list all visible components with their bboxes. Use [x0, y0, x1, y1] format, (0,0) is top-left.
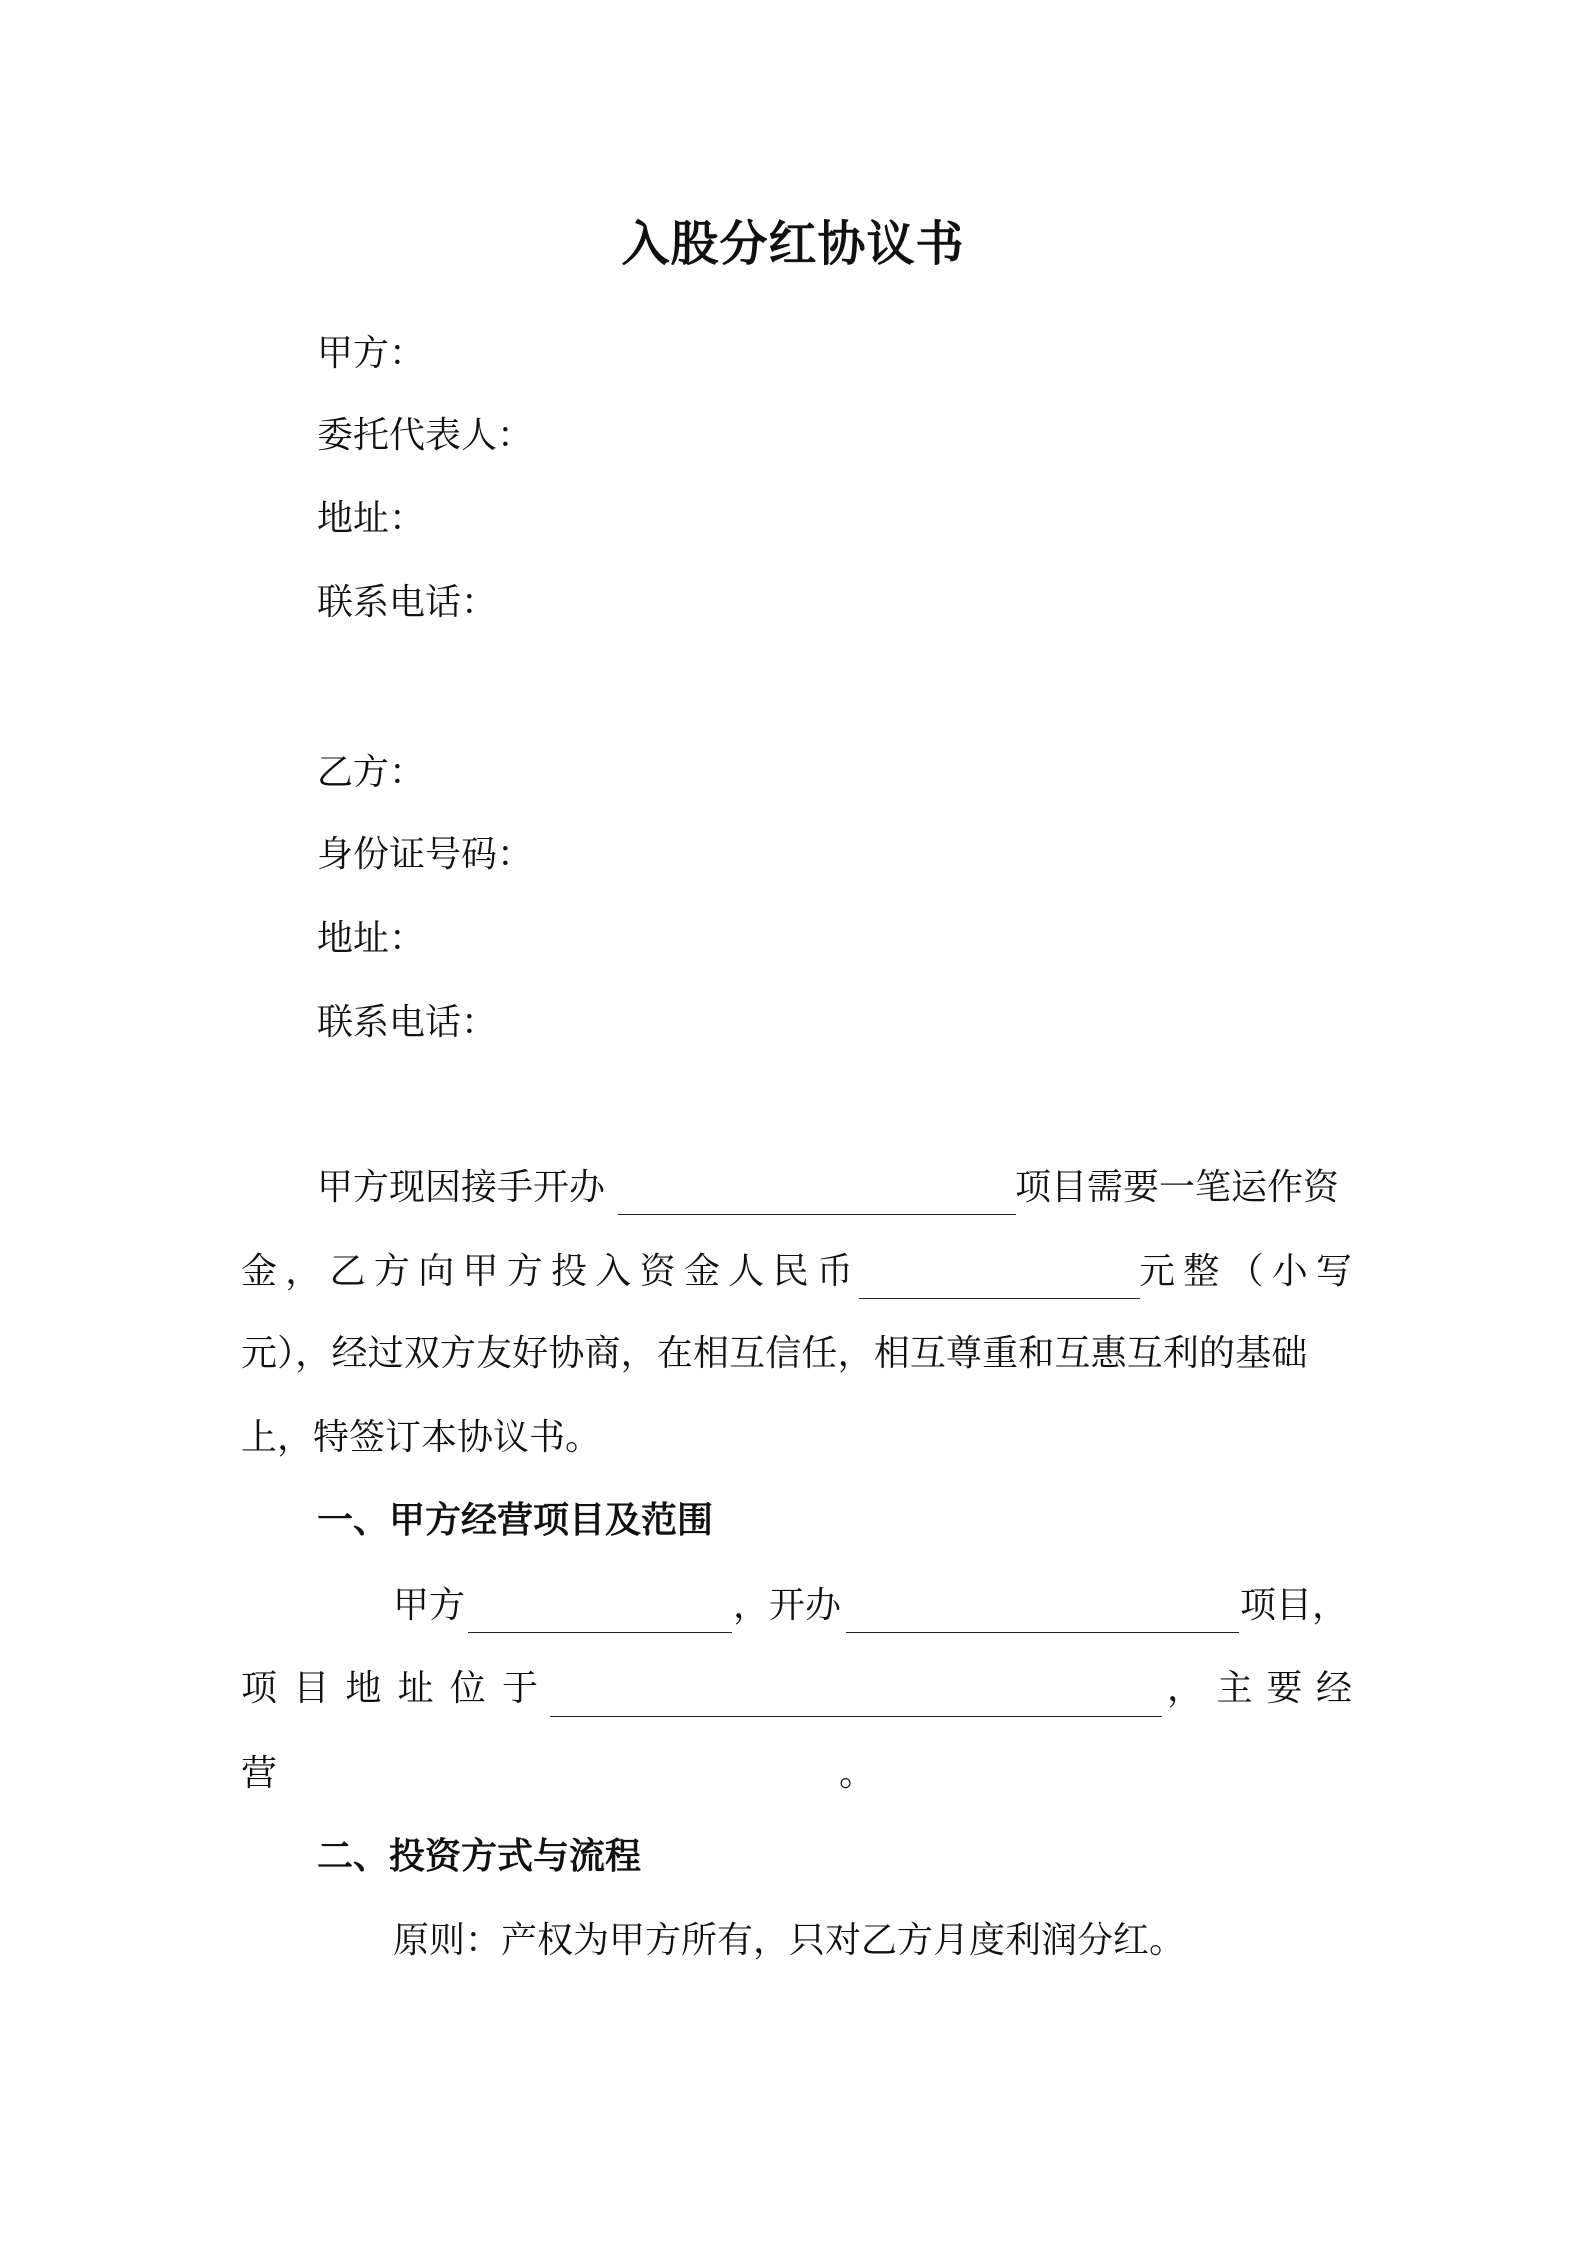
intro-line2-char: 方 — [373, 1251, 410, 1292]
intro-line1-end: 项目需要一笔运作资 — [1015, 1167, 1340, 1208]
document-title: 入股分红协议书 — [621, 216, 965, 272]
party-a-representative-label: 委托代表人： — [317, 415, 534, 456]
intro-line2-char: 金 — [683, 1251, 720, 1292]
section1-address-char: 址 — [397, 1668, 434, 1709]
party-b-id-label: 身份证号码： — [317, 834, 534, 875]
section1-party-a-label: 甲方 — [393, 1585, 466, 1626]
section1-project-label: 项目， — [1240, 1585, 1349, 1626]
intro-line2-end — [1139, 1248, 1352, 1296]
intro-line2-char: 乙 — [329, 1251, 366, 1292]
section2-heading: 二、投资方式与流程 — [317, 1836, 642, 1877]
section1-main-business-char: 主 — [1216, 1668, 1253, 1709]
intro-line2-char: 民 — [772, 1251, 809, 1292]
intro-line2-end-char: 小 — [1271, 1251, 1308, 1292]
intro-line2-char: 向 — [418, 1251, 455, 1292]
intro-line2-char: 甲 — [462, 1251, 499, 1292]
intro-line2-char: 方 — [506, 1251, 543, 1292]
section1-heading: 一、甲方经营项目及范围 — [317, 1500, 714, 1541]
party-a-address-label: 地址： — [317, 498, 426, 539]
section1-address-char: 地 — [345, 1668, 382, 1709]
business-project-blank — [846, 1632, 1239, 1633]
intro-line2-char: 入 — [595, 1251, 632, 1292]
intro-line4: 上，特签订本协议书。 — [241, 1417, 602, 1458]
investment-amount-blank — [859, 1298, 1140, 1299]
section1-main-business-char: 经 — [1315, 1668, 1352, 1709]
section1-main-business-label — [1167, 1665, 1352, 1713]
intro-line2-char: 投 — [551, 1251, 588, 1292]
intro-line2-end-char: 整 — [1183, 1251, 1220, 1292]
project-address-blank — [550, 1716, 1162, 1717]
party-a-name-blank — [468, 1632, 732, 1633]
intro-line2-start — [241, 1248, 853, 1296]
section2-principle: 原则：产权为甲方所有，只对乙方月度利润分红。 — [393, 1920, 1186, 1961]
party-a-name-label: 甲方： — [317, 333, 426, 374]
section1-address-char: 目 — [293, 1668, 330, 1709]
intro-line2-end-char: （ — [1227, 1251, 1264, 1292]
section1-main-business-char: 要 — [1266, 1668, 1303, 1709]
intro-line1-start: 甲方现因接手开办 — [317, 1167, 606, 1208]
section1-address-char: 于 — [501, 1668, 538, 1709]
intro-line3: 元），经过双方友好协商，在相互信任，相互尊重和互惠互利的基础 — [241, 1333, 1308, 1374]
intro-line2-char: ， — [285, 1251, 322, 1292]
intro-line2-end-char: 写 — [1315, 1251, 1352, 1292]
section1-open-label: ，开办 — [733, 1585, 842, 1626]
party-b-name-label: 乙方： — [317, 752, 426, 793]
intro-line2-char: 资 — [639, 1251, 676, 1292]
intro-line2-char: 金 — [241, 1251, 278, 1292]
section1-business-end: 。 — [839, 1753, 876, 1794]
project-name-blank — [618, 1214, 1016, 1215]
intro-line2-char: 币 — [816, 1251, 853, 1292]
section1-address-char: 位 — [449, 1668, 486, 1709]
section1-address-label — [241, 1665, 538, 1713]
party-b-address-label: 地址： — [317, 918, 426, 959]
section1-business-start: 营 — [241, 1753, 278, 1794]
party-b-phone-label: 联系电话： — [317, 1002, 498, 1043]
section1-main-business-char: ， — [1167, 1668, 1204, 1709]
intro-line2-char: 人 — [728, 1251, 765, 1292]
section1-address-char: 项 — [241, 1668, 278, 1709]
party-a-phone-label: 联系电话： — [317, 582, 498, 623]
intro-line2-end-char: 元 — [1139, 1251, 1176, 1292]
